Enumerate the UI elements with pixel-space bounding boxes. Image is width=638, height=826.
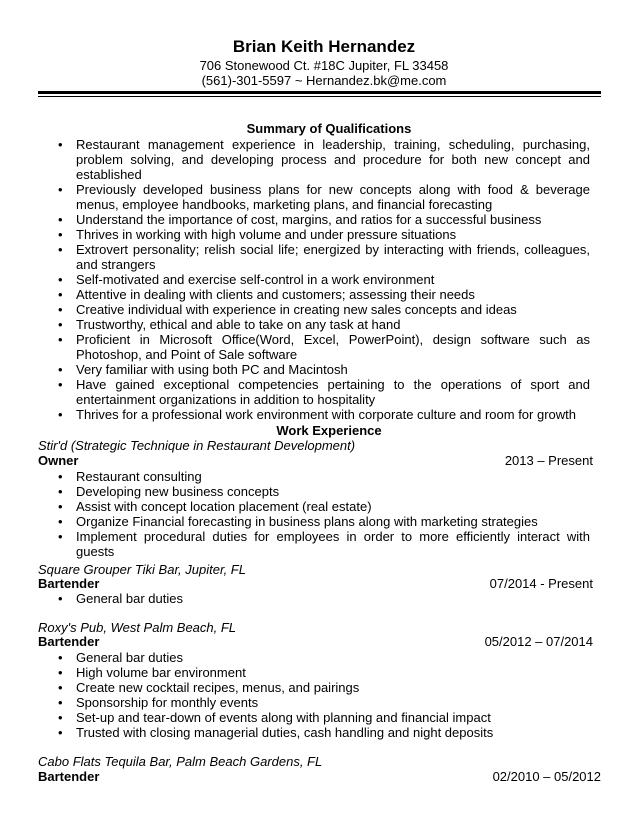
list-item: • General bar duties [55, 591, 590, 606]
summary-section-title: Summary of Qualifications [246, 121, 412, 136]
job-company: Cabo Flats Tequila Bar, Palm Beach Gardens, FL [38, 754, 323, 769]
list-item: • Previously developed business plans for new concepts along with food & beverage menus, employee handbooks, marketing plans, and financial forecasting [55, 182, 590, 212]
list-item: • Restaurant consulting [55, 469, 590, 484]
list-item: • Assist with concept location placement (real estate) [55, 499, 590, 514]
job-dates: 2013 – Present [504, 453, 593, 468]
job-role: Bartender [38, 634, 100, 649]
job-role-row [38, 576, 601, 591]
list-item: • Create new cocktail recipes, menus, and pairings [55, 680, 590, 695]
list-item: • Set-up and tear-down of events along with planning and financial impact [55, 710, 590, 725]
header-divider-thick [38, 91, 601, 94]
job-company: Stir'd (Strategic Technique in Restaurant Development) [38, 438, 356, 453]
list-item: • Restaurant management experience in leadership, training, scheduling, purchasing, problem solving, and developing process and procedure for both new concept and established [55, 137, 590, 182]
list-item: • Thrives in working with high volume and under pressure situations [55, 227, 590, 242]
address-line: 706 Stonewood Ct. #18C Jupiter, FL 33458 [199, 58, 449, 73]
list-item: • Understand the importance of cost, margins, and ratios for a successful business [55, 212, 590, 227]
experience-section-title: Work Experience [276, 423, 382, 438]
list-item: • Organize Financial forecasting in business plans along with marketing strategies [55, 514, 590, 529]
list-item: • Extrovert personality; relish social life; energized by interacting with friends, colleagues, and strangers [55, 242, 590, 272]
job-company: Square Grouper Tiki Bar, Jupiter, FL [38, 562, 246, 577]
job-company: Roxy's Pub, West Palm Beach, FL [38, 620, 237, 635]
list-item: • Sponsorship for monthly events [55, 695, 590, 710]
job-dates: 02/2010 – 05/2012 [492, 769, 601, 784]
list-item: • Have gained exceptional competencies pertaining to the operations of sport and entertainment organizations in addition to hospitality [55, 377, 590, 407]
job-role-row [38, 634, 601, 649]
list-item: • Creative individual with experience in creating new sales concepts and ideas [55, 302, 590, 317]
list-item: • Attentive in dealing with clients and customers; assessing their needs [55, 287, 590, 302]
job-role-row [38, 453, 601, 468]
list-item: • Implement procedural duties for employees in order to more efficiently interact with guests [55, 529, 590, 559]
job-duties-list [55, 469, 590, 559]
resume-header [0, 36, 638, 88]
contact-line: (561)-301-5597 ~ Hernandez.bk@me.com [201, 73, 447, 88]
list-item: • Thrives for a professional work environment with corporate culture and room for growth [55, 407, 590, 422]
job-role: Bartender [38, 576, 100, 591]
job-duties-list [55, 591, 590, 606]
job-role-row [38, 769, 601, 784]
list-item: • High volume bar environment [55, 665, 590, 680]
list-item: • General bar duties [55, 650, 590, 665]
summary-list [55, 137, 590, 422]
list-item: • Self-motivated and exercise self-control in a work environment [55, 272, 590, 287]
list-item: • Trustworthy, ethical and able to take on any task at hand [55, 317, 590, 332]
job-dates: 07/2014 - Present [489, 576, 593, 591]
job-dates: 05/2012 – 07/2014 [484, 634, 593, 649]
candidate-name: Brian Keith Hernandez [232, 37, 416, 56]
list-item: • Developing new business concepts [55, 484, 590, 499]
job-role: Bartender [38, 769, 100, 784]
list-item: • Trusted with closing managerial duties, cash handling and night deposits [55, 725, 590, 740]
header-divider-thin [38, 96, 601, 97]
job-role: Owner [38, 453, 79, 468]
list-item: • Proficient in Microsoft Office(Word, Excel, PowerPoint), design software such as Photoshop, and Point of Sale software [55, 332, 590, 362]
list-item: • Very familiar with using both PC and Macintosh [55, 362, 590, 377]
job-duties-list [55, 650, 590, 740]
